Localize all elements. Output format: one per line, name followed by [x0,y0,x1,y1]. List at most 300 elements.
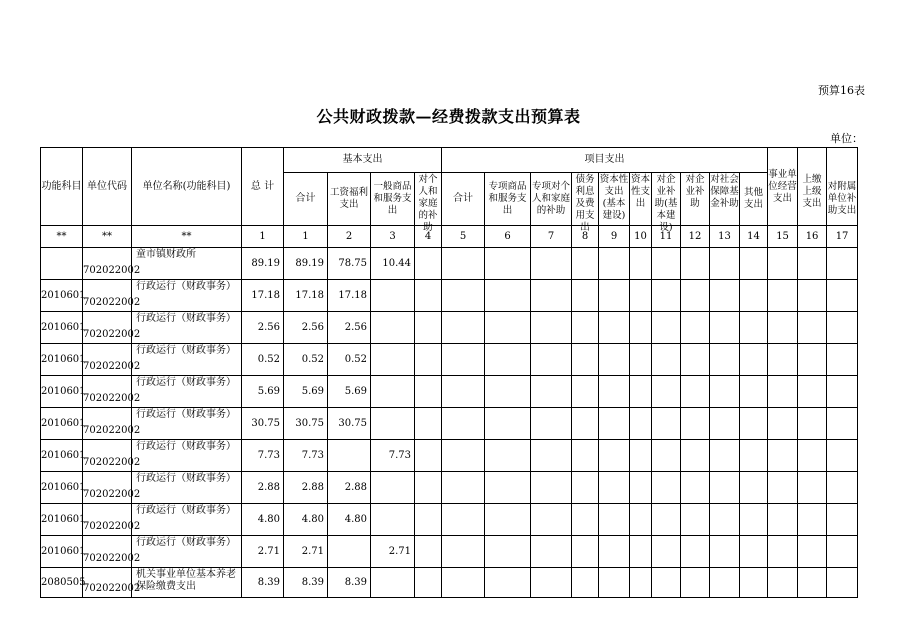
goods-cell [371,408,415,440]
empty-cell [681,408,710,440]
salary-cell: 8.39 [328,568,371,598]
empty-cell [652,568,681,598]
unit-code-cell: 702022002 [83,472,132,504]
empty-cell [652,408,681,440]
header-unit-code: 单位代码 [83,148,132,226]
empty-cell [798,568,827,598]
empty-cell [827,568,858,598]
empty-cell [681,472,710,504]
table-row [41,248,858,280]
empty-cell [740,568,768,598]
unit-name-cell: 行政运行（财政事务） [132,344,242,376]
header-salary: 工资福利支出 [328,173,371,226]
empty-cell [798,248,827,280]
empty-cell [740,248,768,280]
salary-cell: 0.52 [328,344,371,376]
empty-cell [599,344,630,376]
empty-cell [681,344,710,376]
empty-cell [652,280,681,312]
empty-cell [740,504,768,536]
table-row [41,504,858,536]
table-row [41,344,858,376]
basic-total-cell: 17.18 [284,280,328,312]
header-basic-group: 基本支出 [284,148,442,173]
basic-total-cell: 5.69 [284,376,328,408]
empty-cell [572,408,599,440]
empty-cell [531,440,572,472]
header-capital-text: 资本性支出 [630,174,650,209]
table-row [41,536,858,568]
header-business [768,148,798,226]
index-cell: 7 [531,226,572,248]
empty-cell [485,344,531,376]
func-subject-cell [41,248,83,280]
empty-cell [798,280,827,312]
index-cell: 8 [572,226,599,248]
func-subject-cell: 2080505 [41,568,83,598]
table-row [41,408,858,440]
goods-cell [371,344,415,376]
header-individual-text: 对个人和家庭的补助 [418,174,438,233]
header-unit-name: 单位名称(功能科目) [132,148,242,226]
header-individual [415,173,442,233]
empty-cell [415,376,442,408]
header-capital-basic-text: 资本性支出(基本建设) [599,174,629,221]
empty-cell [572,248,599,280]
unit-name-cell: 童市镇财政所 [132,248,242,280]
empty-cell [710,280,740,312]
table-row [41,568,858,598]
empty-cell [415,312,442,344]
empty-cell [415,472,442,504]
empty-cell [768,504,798,536]
func-subject-cell: 2010601 [41,408,83,440]
empty-cell [827,408,858,440]
empty-cell [710,312,740,344]
empty-cell [768,440,798,472]
empty-cell [485,568,531,598]
unit-name-cell: 行政运行（财政事务） [132,408,242,440]
empty-cell [599,472,630,504]
empty-cell [740,408,768,440]
empty-cell [485,408,531,440]
salary-cell: 2.56 [328,312,371,344]
empty-cell [768,344,798,376]
unit-code-cell: 702022002 [83,312,132,344]
basic-total-cell: 30.75 [284,408,328,440]
empty-cell [652,312,681,344]
empty-cell [681,248,710,280]
empty-cell [798,440,827,472]
unit-name-cell: 行政运行（财政事务） [132,472,242,504]
total-cell: 4.80 [242,504,284,536]
basic-total-cell: 7.73 [284,440,328,472]
empty-cell [652,376,681,408]
empty-cell [442,408,485,440]
header-enterprise-basic-text: 对企业补助(基本建设) [654,174,678,233]
func-subject-cell: 2010601 [41,312,83,344]
unit-label: 单位： [830,132,863,145]
table-row [41,312,858,344]
empty-cell [768,280,798,312]
empty-cell [740,536,768,568]
header-func-subject: 功能科目 [41,148,83,226]
header-project-group: 项目支出 [442,148,768,173]
header-debt [572,173,599,233]
empty-cell [572,440,599,472]
empty-cell [531,312,572,344]
empty-cell [630,536,652,568]
empty-cell [681,312,710,344]
empty-cell [572,312,599,344]
total-cell: 5.69 [242,376,284,408]
table-row [41,376,858,408]
empty-cell [798,312,827,344]
empty-cell [442,248,485,280]
header-capital [630,173,652,226]
empty-cell [827,248,858,280]
header-other: 其他支出 [740,173,768,226]
empty-cell [531,376,572,408]
empty-cell [630,312,652,344]
table-row [41,472,858,504]
empty-cell [485,248,531,280]
empty-cell [599,248,630,280]
goods-cell [371,312,415,344]
empty-cell [630,408,652,440]
empty-cell [415,568,442,598]
index-cell: 10 [630,226,652,248]
empty-cell [710,376,740,408]
empty-cell [485,504,531,536]
empty-cell [768,536,798,568]
empty-cell [531,280,572,312]
total-cell: 2.71 [242,536,284,568]
empty-cell [768,248,798,280]
salary-cell: 30.75 [328,408,371,440]
basic-total-cell: 2.56 [284,312,328,344]
empty-cell [442,344,485,376]
empty-cell [652,344,681,376]
index-cell: 2 [328,226,371,248]
empty-cell [768,376,798,408]
empty-cell [798,536,827,568]
empty-cell [768,472,798,504]
empty-cell [827,536,858,568]
basic-total-cell: 0.52 [284,344,328,376]
basic-total-cell: 8.39 [284,568,328,598]
header-business-text: 事业单位经营支出 [768,168,797,204]
goods-cell: 7.73 [371,440,415,472]
empty-cell [415,280,442,312]
goods-cell [371,472,415,504]
index-cell: 13 [710,226,740,248]
empty-cell [415,248,442,280]
header-affiliate-text: 对附属单位补助支出 [827,180,857,216]
form-number: 预算16表 [818,84,865,97]
data-rows [41,248,858,598]
header-row-1 [41,148,858,173]
func-subject-cell: 2010601 [41,280,83,312]
header-enterprise-basic [652,173,681,233]
empty-cell [710,504,740,536]
empty-cell [442,568,485,598]
header-debt-text: 债务利息及费用支出 [575,174,595,233]
empty-cell [798,344,827,376]
unit-name-cell: 行政运行（财政事务） [132,504,242,536]
empty-cell [827,472,858,504]
total-cell: 17.18 [242,280,284,312]
empty-cell [415,440,442,472]
empty-cell [710,440,740,472]
table-row [41,280,858,312]
unit-code-cell: 702022002 [83,408,132,440]
unit-code-cell: 702022002 [83,440,132,472]
basic-total-cell: 2.88 [284,472,328,504]
goods-cell: 10.44 [371,248,415,280]
goods-cell [371,504,415,536]
empty-cell [681,568,710,598]
index-cell: 4 [415,226,442,248]
index-cell: ** [132,226,242,248]
index-cell: 12 [681,226,710,248]
empty-cell [572,280,599,312]
empty-cell [599,536,630,568]
empty-cell [740,312,768,344]
salary-cell [328,536,371,568]
salary-cell: 78.75 [328,248,371,280]
empty-cell [531,408,572,440]
header-special-individual: 专项对个人和家庭的补助 [531,173,572,226]
total-cell: 89.19 [242,248,284,280]
index-cell: 1 [284,226,328,248]
salary-cell [328,440,371,472]
index-cell: 5 [442,226,485,248]
empty-cell [531,344,572,376]
empty-cell [768,312,798,344]
empty-cell [415,344,442,376]
total-cell: 2.56 [242,312,284,344]
func-subject-cell: 2010601 [41,376,83,408]
empty-cell [827,376,858,408]
header-total: 总 计 [242,148,284,226]
index-cell: 15 [768,226,798,248]
index-cell: 17 [827,226,858,248]
header-project-total: 合计 [442,173,485,226]
empty-cell [599,312,630,344]
empty-cell [710,408,740,440]
total-cell: 0.52 [242,344,284,376]
empty-cell [710,344,740,376]
index-cell: 9 [599,226,630,248]
index-cell: 6 [485,226,531,248]
header-enterprise-text: 对企业补助 [685,174,705,209]
empty-cell [485,536,531,568]
unit-code-cell: 702022002 [83,280,132,312]
basic-total-cell: 89.19 [284,248,328,280]
empty-cell [740,280,768,312]
empty-cell [485,472,531,504]
table-row [41,440,858,472]
empty-cell [442,280,485,312]
basic-total-cell: 2.71 [284,536,328,568]
empty-cell [630,344,652,376]
unit-name-cell: 行政运行（财政事务） [132,280,242,312]
empty-cell [681,536,710,568]
goods-cell: 2.71 [371,536,415,568]
func-subject-cell: 2010601 [41,472,83,504]
empty-cell [798,472,827,504]
salary-cell: 5.69 [328,376,371,408]
index-cell: ** [83,226,132,248]
empty-cell [415,408,442,440]
goods-cell [371,376,415,408]
header-capital-basic [599,173,630,226]
salary-cell: 4.80 [328,504,371,536]
empty-cell [652,248,681,280]
empty-cell [798,504,827,536]
total-cell: 7.73 [242,440,284,472]
empty-cell [630,376,652,408]
empty-cell [442,536,485,568]
total-cell: 8.39 [242,568,284,598]
empty-cell [630,568,652,598]
total-cell: 2.88 [242,472,284,504]
empty-cell [572,568,599,598]
empty-cell [485,440,531,472]
empty-cell [599,440,630,472]
header-social-text: 对社会保障基金补助 [710,174,739,209]
empty-cell [740,376,768,408]
empty-cell [599,376,630,408]
empty-cell [572,504,599,536]
empty-cell [827,504,858,536]
empty-cell [681,280,710,312]
header-special-goods: 专项商品和服务支出 [485,173,531,226]
index-row [41,226,858,248]
empty-cell [652,504,681,536]
header-remit-text: 上缴上级支出 [802,173,822,209]
budget-table [40,147,858,598]
empty-cell [599,568,630,598]
empty-cell [485,376,531,408]
empty-cell [572,376,599,408]
empty-cell [442,312,485,344]
func-subject-cell: 2010601 [41,536,83,568]
empty-cell [599,280,630,312]
empty-cell [630,504,652,536]
index-cell: 3 [371,226,415,248]
salary-cell: 2.88 [328,472,371,504]
empty-cell [827,312,858,344]
unit-code-cell: 702022002 [83,536,132,568]
empty-cell [740,440,768,472]
index-cell: ** [41,226,83,248]
index-cell: 11 [652,226,681,248]
index-cell: 14 [740,226,768,248]
index-cell: 1 [242,226,284,248]
empty-cell [599,408,630,440]
basic-total-cell: 4.80 [284,504,328,536]
empty-cell [572,344,599,376]
empty-cell [415,536,442,568]
func-subject-cell: 2010601 [41,344,83,376]
empty-cell [681,376,710,408]
empty-cell [710,536,740,568]
empty-cell [442,472,485,504]
total-cell: 30.75 [242,408,284,440]
empty-cell [630,472,652,504]
func-subject-cell: 2010601 [41,504,83,536]
empty-cell [768,408,798,440]
goods-cell [371,280,415,312]
empty-cell [827,280,858,312]
index-cell: 16 [798,226,827,248]
empty-cell [531,248,572,280]
empty-cell [572,472,599,504]
empty-cell [652,472,681,504]
empty-cell [485,280,531,312]
empty-cell [827,440,858,472]
unit-name-cell: 行政运行（财政事务） [132,536,242,568]
empty-cell [827,344,858,376]
header-enterprise [681,173,710,226]
empty-cell [630,440,652,472]
empty-cell [485,312,531,344]
empty-cell [652,536,681,568]
header-goods: 一般商品和服务支出 [371,173,415,226]
header-social [710,173,740,226]
unit-code-cell: 702022002 [83,504,132,536]
unit-name-cell: 机关事业单位基本养老保险缴费支出 [132,568,242,598]
empty-cell [599,504,630,536]
empty-cell [572,536,599,568]
unit-code-cell: 702022002 [83,248,132,280]
empty-cell [681,440,710,472]
empty-cell [710,568,740,598]
header-basic-total: 合计 [284,173,328,226]
unit-code-cell: 702022002 [83,568,132,598]
salary-cell: 17.18 [328,280,371,312]
empty-cell [442,376,485,408]
empty-cell [768,568,798,598]
empty-cell [798,376,827,408]
header-remit [798,148,827,226]
empty-cell [531,472,572,504]
empty-cell [710,472,740,504]
unit-name-cell: 行政运行（财政事务） [132,376,242,408]
empty-cell [442,504,485,536]
header-affiliate [827,148,858,226]
func-subject-cell: 2010601 [41,440,83,472]
unit-code-cell: 702022002 [83,376,132,408]
empty-cell [652,440,681,472]
empty-cell [710,248,740,280]
empty-cell [531,504,572,536]
empty-cell [630,248,652,280]
empty-cell [531,536,572,568]
empty-cell [681,504,710,536]
unit-name-cell: 行政运行（财政事务） [132,440,242,472]
page-title: 公共财政拨款—经费拨款支出预算表 [316,107,581,126]
unit-code-cell: 702022002 [83,344,132,376]
empty-cell [442,440,485,472]
empty-cell [798,408,827,440]
empty-cell [415,504,442,536]
goods-cell [371,568,415,598]
unit-name-cell: 行政运行（财政事务） [132,312,242,344]
empty-cell [531,568,572,598]
